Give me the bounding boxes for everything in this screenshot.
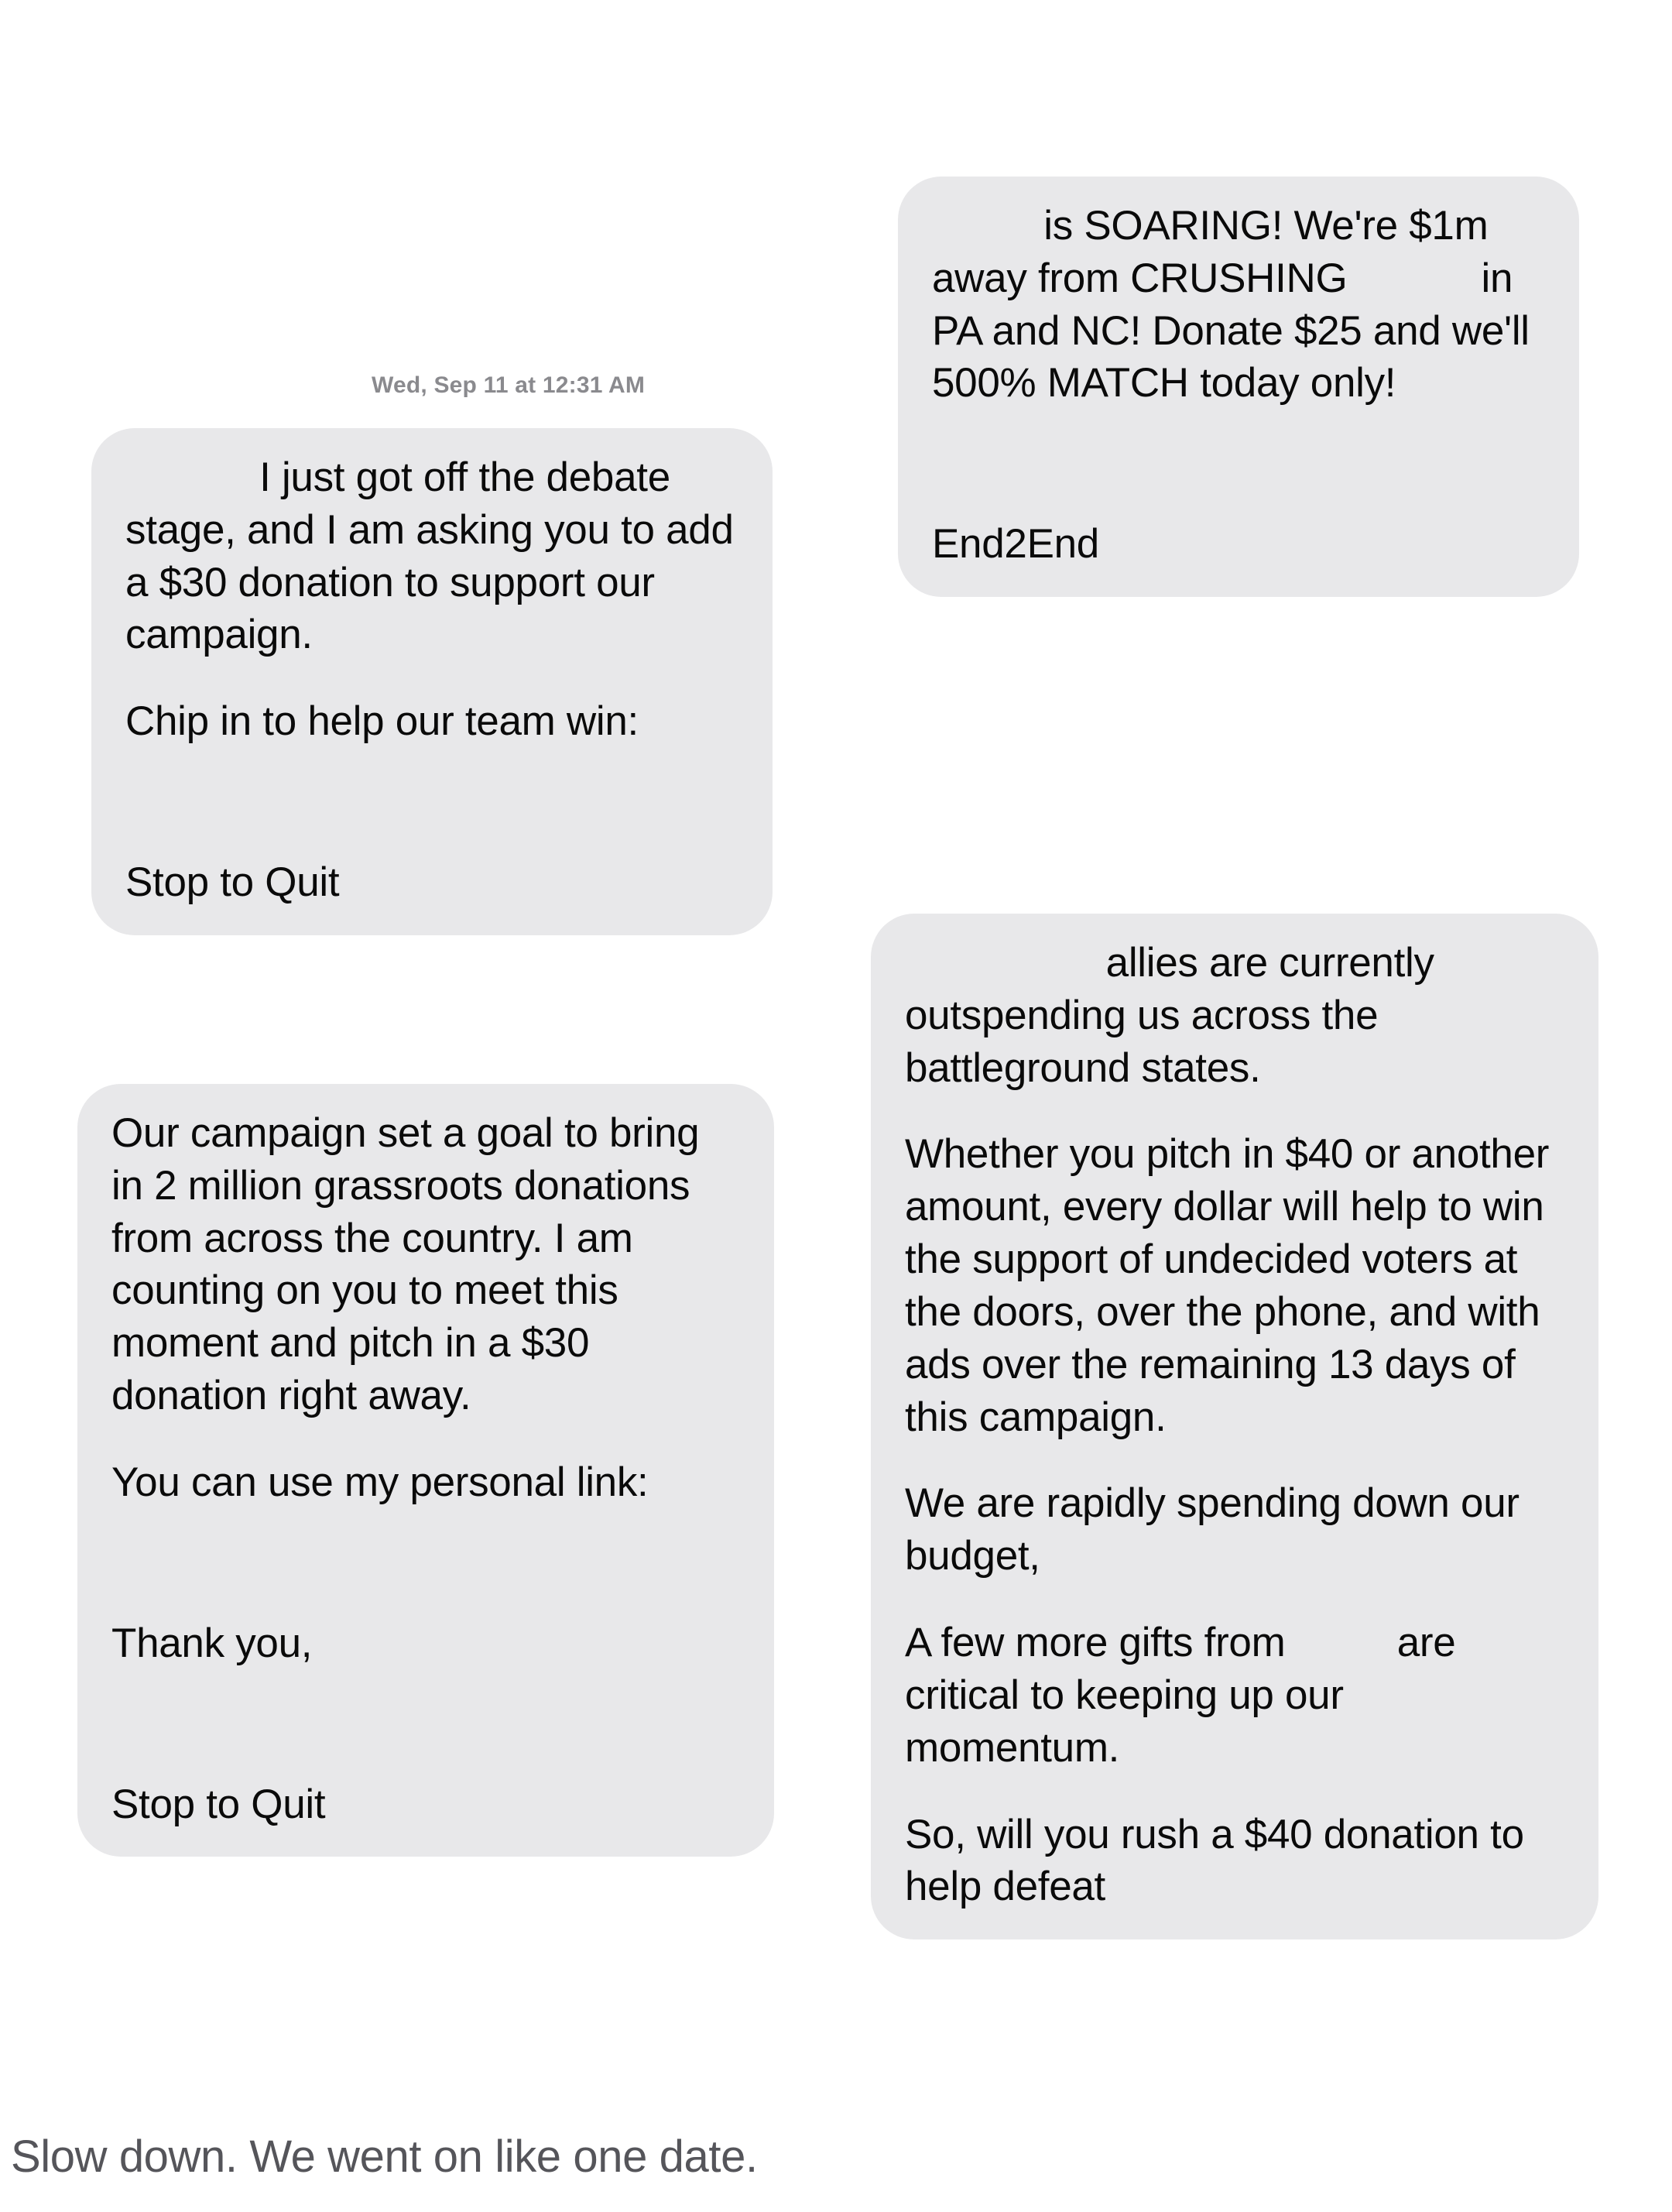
message-paragraph: Our campaign set a goal to bring in 2 million grassroots donations from across the country. I am counting on you to meet this moment and pitch in a $30 donation right away. [111,1110,711,1419]
message-paragraph: Thank you, [111,1620,313,1666]
message-redacted-link[interactable] [125,782,738,822]
message-paragraph: is SOARING! We're $1m away from CRUSHING in PA and NC! Donate $25 and we'll 500% MATCH today only! [932,203,1541,406]
message-redacted-link[interactable] [111,1543,740,1583]
message-paragraph: End2End [932,521,1099,568]
message-redacted-link[interactable] [932,444,1545,484]
message-paragraph: You can use my personal link: [111,1459,649,1505]
message-paragraph: I just got off the debate stage, and I am asking you to add a $30 donation to support our campaign. [125,454,745,658]
message-bubble-debate[interactable] [91,428,773,935]
message-paragraph: allies are currently outspending us across the battleground states. [905,940,1446,1091]
message-bubble-goal[interactable] [77,1084,774,1857]
message-bubble-soaring[interactable] [898,177,1579,597]
message-paragraph: We are rapidly spending down our budget, [905,1480,1531,1579]
message-paragraph: Chip in to help our team win: [125,698,639,745]
message-redacted-signature [111,1704,740,1744]
message-bubble-allies[interactable] [871,914,1598,1939]
message-paragraph: So, will you rush a $40 donation to help defeat [905,1811,1536,1910]
message-paragraph: Whether you pitch in $40 or another amount, every dollar will help to win the support of undecided voters at the doors, over the phone, and with ads over the remaining 13 days of this campaign. [905,1131,1561,1440]
conversation-timestamp: Wed, Sep 11 at 12:31 AM [372,372,646,398]
message-paragraph: Stop to Quit [111,1781,326,1827]
message-paragraph: A few more gifts from are critical to keeping up our momentum. [905,1620,1467,1771]
post-caption: Slow down. We went on like one date. [11,2131,758,2182]
message-paragraph: Stop to Quit [125,859,340,906]
